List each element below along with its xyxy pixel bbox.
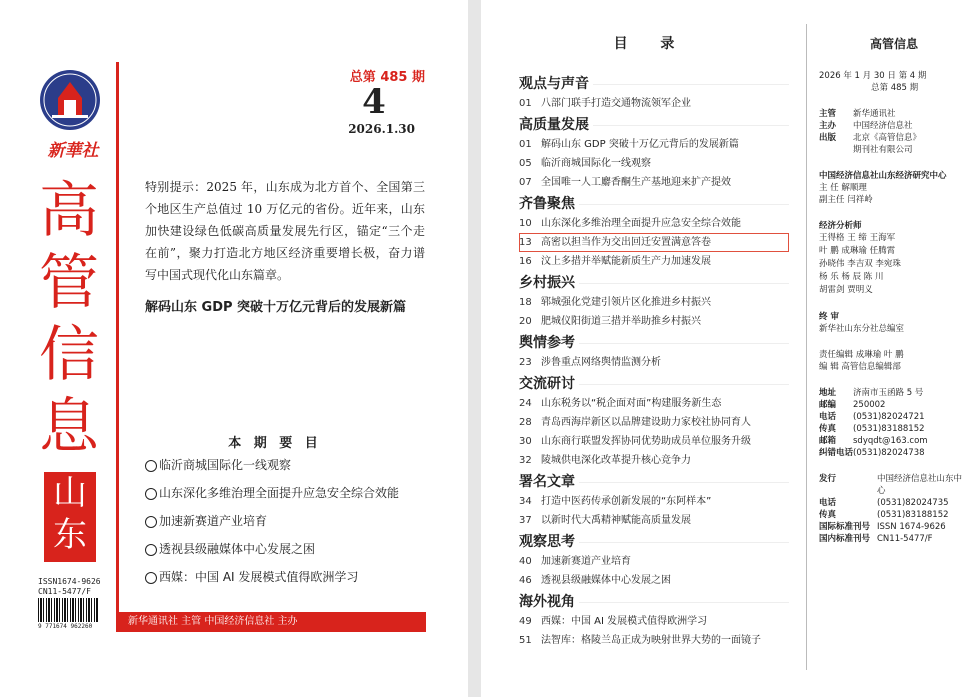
analyst-row: 孙晓伟 李吉双 李宛珠 <box>819 259 901 269</box>
distribution-info <box>819 473 969 545</box>
issue-date: 2026.1.30 <box>348 122 415 136</box>
info-label: 传真 <box>819 510 837 520</box>
final-review <box>819 311 969 335</box>
toc-item-title: 青岛西海岸新区以品牌建设助力家校社协同育人 <box>541 417 751 428</box>
director: 主 任 解顺理 <box>819 183 867 193</box>
info-row <box>819 521 969 533</box>
publisher-logo-text: 新華社 <box>47 141 99 161</box>
publisher-footer: 新华通讯社 主管 中国经济信息社 主办 <box>116 612 426 632</box>
info-row <box>819 132 969 144</box>
sponsor-info <box>819 108 969 156</box>
key-item[interactable]: 临沂商城国际化一线观察 <box>145 458 435 486</box>
analysts-heading: 经济分析师 <box>819 221 862 231</box>
toc-item[interactable] <box>519 154 789 173</box>
info-value: 期刊社有限公司 <box>853 145 913 155</box>
info-label: 邮编 <box>819 400 837 410</box>
key-item[interactable]: 透视县级融媒体中心发展之困 <box>145 542 435 570</box>
toc-section-heading: 观点与声音 <box>519 72 789 94</box>
region-badge <box>44 472 96 562</box>
circle-bullet-icon <box>145 516 157 528</box>
info-label: 电话 <box>819 498 837 508</box>
info-row <box>819 533 969 545</box>
toc-section-heading: 交流研讨 <box>519 372 789 394</box>
toc-item-title: 涉鲁重点网络舆情监测分析 <box>541 357 661 368</box>
issue-total: 总第 485 期 <box>349 70 425 85</box>
key-item[interactable]: 山东深化多维治理全面提升应急安全综合效能 <box>145 486 435 514</box>
final-review-label: 终 审 <box>819 312 839 322</box>
toc-section-heading: 乡村振兴 <box>519 271 789 293</box>
region-char: 东 <box>53 515 87 555</box>
toc-item[interactable] <box>519 612 789 631</box>
title-char: 息 <box>39 392 99 462</box>
toc-page-number: 01 <box>519 98 532 109</box>
info-label: 主管 <box>819 109 837 119</box>
info-row <box>819 435 969 447</box>
info-label: 国内标准刊号 <box>819 534 871 544</box>
analyst-row: 叶 鹏 成琳瑜 任腾霄 <box>819 246 896 256</box>
cover-page <box>0 0 468 697</box>
key-item[interactable]: 加速新赛道产业培育 <box>145 514 435 542</box>
toc-item[interactable] <box>519 394 789 413</box>
info-label: 主办 <box>819 121 837 131</box>
toc-item-title: 高密以担当作为交出回迁安置满意答卷 <box>541 237 711 248</box>
toc-page-number: 24 <box>519 398 532 409</box>
toc-item[interactable] <box>519 631 789 650</box>
info-row <box>819 447 969 459</box>
toc-item-title: 山东税务以“税企面对面”构建服务新生态 <box>541 398 722 409</box>
toc-item-title: 肥城仪阳街道三措并举助推乡村振兴 <box>541 316 701 327</box>
toc-page-number: 10 <box>519 218 532 229</box>
toc-item[interactable] <box>519 432 789 451</box>
barcode-number: 9 771674 962260 <box>38 623 93 630</box>
region-char: 山 <box>53 473 87 513</box>
toc-item-title: 陵城供电深化改革提升核心竞争力 <box>541 455 691 466</box>
toc-item[interactable] <box>519 173 789 192</box>
research-center <box>819 170 969 206</box>
toc-item-title: 加速新赛道产业培育 <box>541 556 631 567</box>
toc-item-title: 解码山东 GDP 突破十万亿元背后的发展新篇 <box>541 139 739 150</box>
column-divider <box>806 24 807 670</box>
toc-page-number: 51 <box>519 635 532 646</box>
analyst-row: 杨 乐 杨 辰 陈 川 <box>819 272 884 282</box>
issn-block <box>38 577 101 597</box>
info-value: 中国经济信息社山东中心 <box>877 474 963 496</box>
info-label: 出版 <box>819 133 837 143</box>
barcode-icon <box>38 598 98 622</box>
toc-page-number: 05 <box>519 158 532 169</box>
center-name: 中国经济信息社山东经济研究中心 <box>819 171 947 181</box>
editors <box>819 349 969 373</box>
info-row <box>819 144 969 156</box>
toc-item[interactable] <box>519 492 789 511</box>
analyst-row: 王得格 王 缔 王海军 <box>819 233 896 243</box>
toc-list <box>519 72 789 650</box>
info-row <box>819 423 969 435</box>
circle-bullet-icon <box>145 544 157 556</box>
toc-title: 目 录 <box>613 36 689 52</box>
info-label: 发行 <box>819 474 837 484</box>
info-label: 地址 <box>819 388 837 398</box>
info-value: 济南市玉函路 5 号 <box>853 388 924 398</box>
editing-department: 编 辑 高管信息编辑部 <box>819 362 901 372</box>
toc-page-number: 28 <box>519 417 532 428</box>
info-row <box>819 497 969 509</box>
toc-page-number: 46 <box>519 575 532 586</box>
toc-page-number: 18 <box>519 297 532 308</box>
toc-section-heading: 观察思考 <box>519 530 789 552</box>
lead-article: 解码山东 GDP 突破十万亿元背后的发展新篇 <box>145 300 407 315</box>
toc-page-number: 37 <box>519 515 532 526</box>
info-value: 北京《高管信息》 <box>853 133 922 143</box>
info-value: 250002 <box>853 400 886 410</box>
masthead-issue <box>819 70 969 94</box>
info-row <box>819 411 969 423</box>
issn: ISSN1674-9626 <box>38 577 101 586</box>
toc-page-number: 40 <box>519 556 532 567</box>
info-value: CN11-5477/F <box>877 534 933 544</box>
toc-page <box>481 0 979 697</box>
toc-page-number: 32 <box>519 455 532 466</box>
toc-item[interactable] <box>519 135 789 154</box>
info-value: (0531)83188152 <box>853 424 925 434</box>
info-label: 国际标准刊号 <box>819 522 871 532</box>
info-value: (0531)82024738 <box>853 448 925 458</box>
circle-bullet-icon <box>145 460 157 472</box>
toc-item[interactable] <box>519 252 789 271</box>
title-char: 信 <box>39 320 99 390</box>
info-label: 纠错电话 <box>819 448 854 458</box>
info-row <box>819 120 969 132</box>
contact-info <box>819 387 969 459</box>
toc-page-number: 20 <box>519 316 532 327</box>
toc-item[interactable] <box>519 413 789 432</box>
toc-page-number: 01 <box>519 139 532 150</box>
responsible-editors: 责任编辑 成琳瑜 叶 鹏 <box>819 350 904 360</box>
title-char: 管 <box>39 248 99 318</box>
toc-item-title: 汶上多措并举赋能新质生产力加速发展 <box>541 256 711 267</box>
toc-page-number: 34 <box>519 496 532 507</box>
toc-section-heading: 署名文章 <box>519 470 789 492</box>
toc-item-title: 山东深化多维治理全面提升应急安全综合效能 <box>541 218 741 229</box>
toc-item[interactable] <box>519 233 789 252</box>
circle-bullet-icon <box>145 488 157 500</box>
analyst-row: 胡雷剑 贾明义 <box>819 285 873 295</box>
info-value: (0531)83188152 <box>877 510 949 520</box>
toc-item[interactable] <box>519 511 789 530</box>
info-row <box>819 108 969 120</box>
key-contents-list <box>145 458 435 598</box>
toc-section-heading: 海外视角 <box>519 590 789 612</box>
toc-item-title: 法智库：格陵兰岛正成为映射世界大势的一面镜子 <box>541 635 761 646</box>
info-value: sdyqdt@163.com <box>853 436 928 446</box>
info-row <box>819 473 969 497</box>
final-review-value: 新华社山东分社总编室 <box>819 324 905 334</box>
info-label: 邮箱 <box>819 436 837 446</box>
toc-section-heading: 舆情参考 <box>519 331 789 353</box>
key-contents-heading: 本 期 要 目 <box>228 436 322 451</box>
masthead-total: 总第 485 期 <box>871 83 919 93</box>
info-value: ISSN 1674-9626 <box>877 522 946 532</box>
circle-bullet-icon <box>145 572 157 584</box>
toc-item[interactable] <box>519 571 789 590</box>
toc-page-number: 23 <box>519 357 532 368</box>
key-item[interactable]: 西媒：中国 AI 发展模式值得欧洲学习 <box>145 570 435 598</box>
magazine-title <box>36 176 102 464</box>
toc-item[interactable] <box>519 451 789 470</box>
xinhua-logo-icon <box>38 68 102 132</box>
info-label <box>819 144 853 156</box>
toc-item-title: 山东商行联盟发挥协同优势助成员单位服务升级 <box>541 436 751 447</box>
toc-item-title: 透视县级融媒体中心发展之困 <box>541 575 671 586</box>
info-value: 新华通讯社 <box>853 109 896 119</box>
info-label: 传真 <box>819 424 837 434</box>
toc-item[interactable] <box>519 312 789 331</box>
info-value: (0531)82024735 <box>877 498 949 508</box>
toc-page-number: 16 <box>519 256 532 267</box>
toc-page-number: 30 <box>519 436 532 447</box>
toc-item-title: 打造中医药传承创新发展的“东阿样本” <box>541 496 712 507</box>
toc-item-title: 郓城强化党建引领片区化推进乡村振兴 <box>541 297 711 308</box>
info-label: 电话 <box>819 412 837 422</box>
masthead-title: 高管信息 <box>869 37 918 51</box>
info-value: (0531)82024721 <box>853 412 925 422</box>
special-notice: 特别提示：2025 年，山东成为北方首个、全国第三个地区生产总值过 10 万亿元的省份。近年来，山东加快建设绿色低碳高质量发展先行区，锚定“三个走在前”，聚力打造北方地区经济重要增长极，奋力谱写中国式现代化山东篇章。 <box>145 180 425 282</box>
info-row <box>819 509 969 521</box>
title-char: 高 <box>39 176 99 246</box>
analysts <box>819 220 969 297</box>
issue-number: 4 <box>362 82 386 122</box>
toc-item-title: 西媒：中国 AI 发展模式值得欧洲学习 <box>541 616 708 627</box>
info-row <box>819 387 969 399</box>
toc-item[interactable] <box>519 293 789 312</box>
toc-item[interactable] <box>519 214 789 233</box>
toc-item[interactable] <box>519 552 789 571</box>
toc-page-number: 07 <box>519 177 532 188</box>
info-value: 中国经济信息社 <box>853 121 913 131</box>
toc-page-number: 13 <box>519 237 532 248</box>
toc-section-heading: 高质量发展 <box>519 113 789 135</box>
deputy-director: 副主任 闫祥岭 <box>819 195 873 205</box>
toc-page-number: 49 <box>519 616 532 627</box>
cover-divider <box>116 62 119 632</box>
toc-item[interactable] <box>519 94 789 113</box>
info-row <box>819 399 969 411</box>
cn-number: CN11-5477/F <box>38 587 91 596</box>
toc-item[interactable] <box>519 353 789 372</box>
toc-section-heading: 齐鲁聚焦 <box>519 192 789 214</box>
toc-item-title: 以新时代大禹精神赋能高质量发展 <box>541 515 691 526</box>
toc-item-title: 八部门联手打造交通物流领军企业 <box>541 98 691 109</box>
toc-item-title: 全国唯一人工麝香酮生产基地迎来扩产提效 <box>541 177 731 188</box>
toc-item-title: 临沂商城国际化一线观察 <box>541 158 651 169</box>
masthead-date: 2026 年 1 月 30 日 第 4 期 <box>819 71 927 81</box>
masthead-column <box>819 30 969 559</box>
